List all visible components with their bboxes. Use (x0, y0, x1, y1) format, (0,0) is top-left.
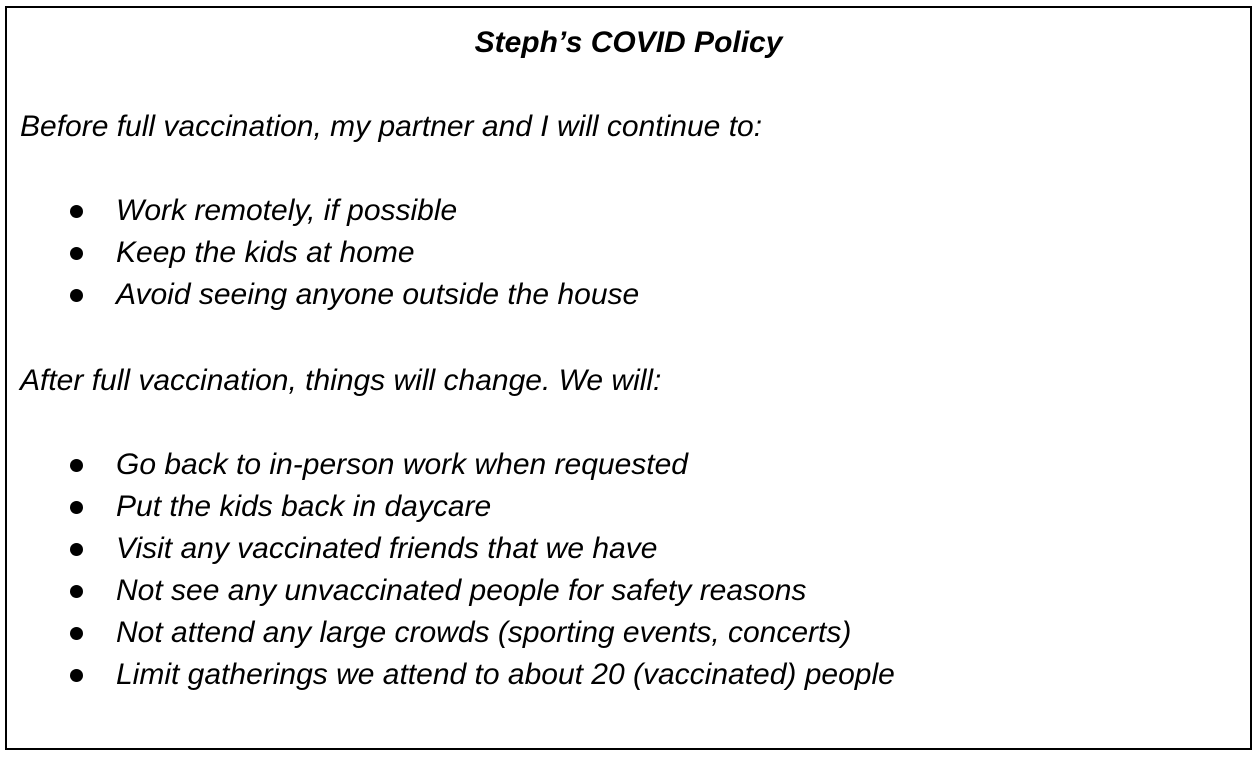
after-vaccination-intro: After full vaccination, things will change. We will: (20, 364, 662, 397)
before-vaccination-intro: Before full vaccination, my partner and I will continue to: (20, 110, 763, 143)
bullet-icon (70, 543, 83, 556)
bullet-icon (70, 585, 83, 598)
list-item-text: Keep the kids at home (116, 236, 415, 269)
bullet-icon (70, 669, 83, 682)
bullet-icon (70, 627, 83, 640)
bullet-icon (70, 501, 83, 514)
list-item-text: Avoid seeing anyone outside the house (116, 278, 640, 311)
list-item-text: Not attend any large crowds (sporting events, concerts) (116, 616, 852, 649)
bullet-icon (70, 205, 83, 218)
policy-document (5, 6, 1252, 750)
bullet-icon (70, 289, 83, 302)
list-item-text: Visit any vaccinated friends that we have (116, 532, 658, 565)
list-item-text: Limit gatherings we attend to about 20 (vaccinated) people (116, 658, 895, 691)
list-item-text: Put the kids back in daycare (116, 490, 492, 523)
bullet-icon (70, 247, 83, 260)
list-item-text: Work remotely, if possible (116, 194, 458, 227)
list-item-text: Go back to in-person work when requested (116, 448, 688, 481)
bullet-icon (70, 459, 83, 472)
list-item-text: Not see any unvaccinated people for safety reasons (116, 574, 807, 607)
document-title: Steph’s COVID Policy (474, 26, 783, 59)
